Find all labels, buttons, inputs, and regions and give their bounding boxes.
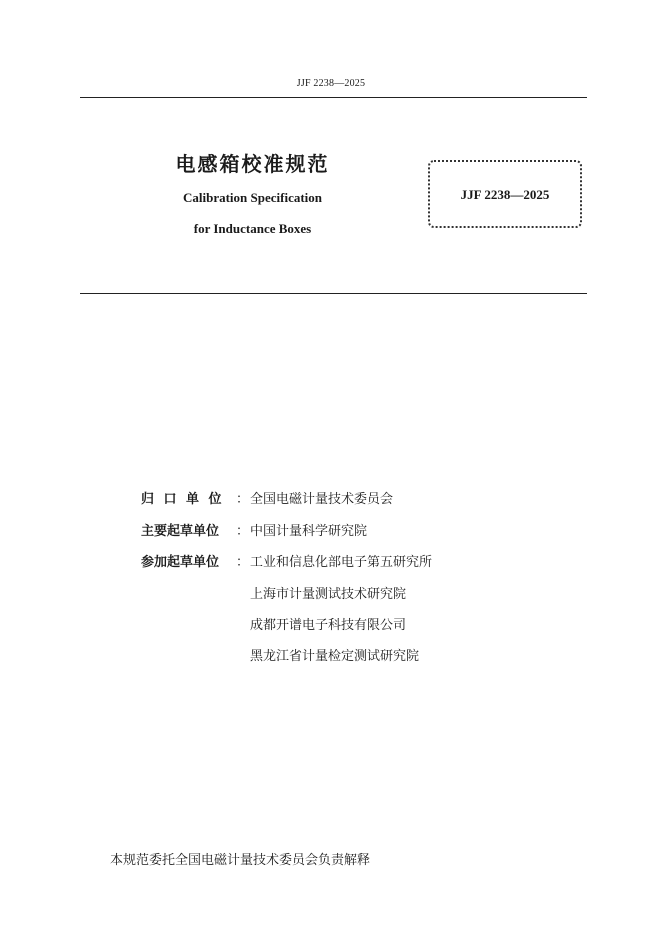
participant-drafters-label: 参加起草单位	[141, 555, 220, 570]
participant-drafters-colon: ：	[236, 555, 250, 570]
centralized-unit-colon: ：	[236, 492, 250, 507]
centralized-unit-label: 归口单位	[141, 492, 232, 507]
title-rule	[80, 293, 587, 294]
header-rule	[80, 97, 587, 98]
participant-drafter-2: 上海市计量测试技术研究院	[250, 587, 407, 602]
main-drafter-colon: ：	[236, 524, 250, 539]
main-drafter-label: 主要起草单位	[141, 524, 220, 539]
participant-drafter-1: 工业和信息化部电子第五研究所	[250, 555, 433, 570]
participant-drafter-4: 黑龙江省计量检定测试研究院	[250, 649, 420, 664]
participant-drafter-3: 成都开谱电子科技有限公司	[250, 618, 407, 633]
standard-code-box	[428, 160, 582, 228]
header-standard-code: JJF 2238—2025	[296, 78, 366, 89]
standard-code-text: JJF 2238—2025	[460, 187, 550, 202]
title-english-line1: Calibration Specification	[182, 190, 323, 205]
interpretation-note: 本规范委托全国电磁计量技术委员会负责解释	[110, 853, 371, 868]
title-english-line2: for Inductance Boxes	[193, 221, 312, 236]
main-drafter-value: 中国计量科学研究院	[250, 524, 368, 539]
centralized-unit-value: 全国电磁计量技术委员会	[250, 492, 394, 507]
title-chinese: 电感箱校准规范	[175, 152, 330, 176]
